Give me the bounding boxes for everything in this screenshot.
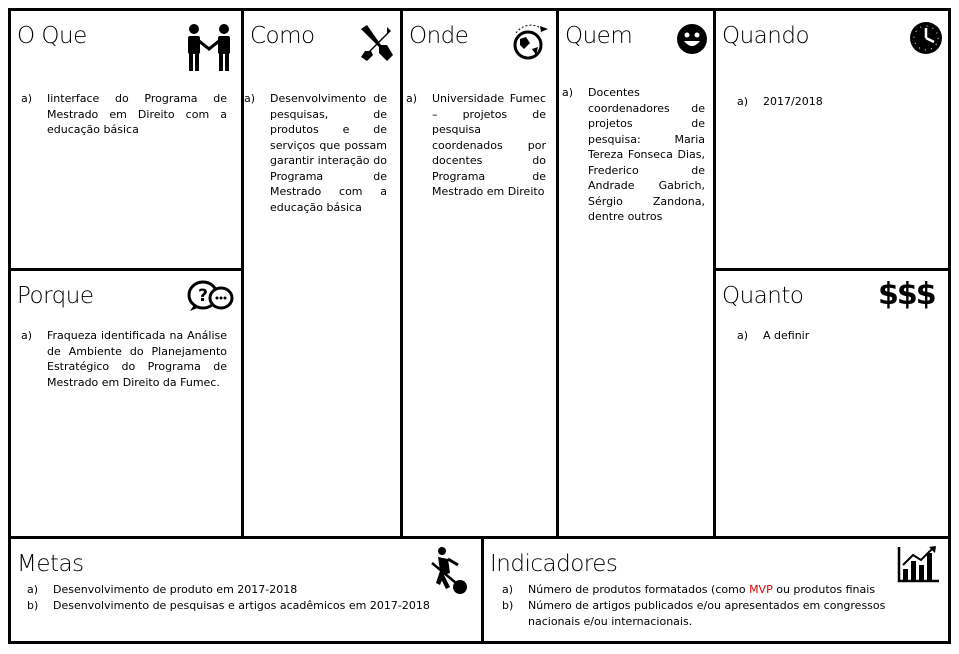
digging-person-icon (428, 545, 470, 595)
section-o-que (8, 8, 244, 271)
list-item (27, 582, 297, 598)
item-text: A definir (763, 329, 810, 342)
section-title: Quem (565, 23, 633, 49)
question-chat-icon (186, 279, 234, 313)
item-label: a) (21, 92, 33, 105)
item-label: a) (27, 583, 39, 596)
item-text: Número de produtos formatados (como (528, 583, 750, 596)
section-title: Porque (17, 283, 94, 309)
item-label: a) (737, 329, 749, 342)
mvp-highlight: MVP (749, 583, 773, 596)
item-label: a) (406, 92, 418, 105)
section-title: Onde (409, 23, 469, 49)
section-metas (8, 536, 484, 644)
item-label: a) (737, 95, 749, 108)
list-item (27, 598, 430, 614)
dollar-signs-icon: $$$ (878, 277, 935, 312)
section-porque (8, 268, 244, 539)
item-label: a) (502, 583, 514, 596)
item-text: 2017/2018 (763, 95, 823, 108)
item-text: Universidade Fumec – projetos de pesquisa coordenados por docentes do Programa de Mestrado em Direito (432, 92, 546, 198)
section-title: Quando (722, 23, 810, 49)
section-onde (400, 8, 559, 539)
item-text: Desenvolvimento de pesquisas e artigos acadêmicos em 2017-2018 (53, 599, 430, 612)
section-quanto (713, 268, 951, 539)
section-title: Como (250, 23, 315, 49)
section-title: Metas (17, 551, 84, 577)
svg-text:?: ? (198, 286, 208, 306)
item-text-after: ou produtos finais (772, 583, 876, 596)
handshake-icon (184, 23, 234, 71)
item-label: b) (502, 599, 514, 612)
section-quem (556, 8, 716, 539)
item-text: Fraqueza identificada na Análise de Ambiente do Planejamento Estratégico do Programa de Mestrado em Direito da Fumec. (47, 329, 227, 389)
section-como (241, 8, 403, 539)
globe-plane-icon (510, 23, 550, 63)
tools-icon (357, 23, 395, 63)
section-quando (713, 8, 951, 271)
section-indicadores (481, 536, 951, 644)
item-text: Desenvolvimento de pesquisas, de produtos e de serviços que possam garantir interação do Programa de Mestrado com a educação básica (270, 92, 387, 214)
item-text: Docentes coordenadores de projetos de pesquisa: Maria Tereza Fonseca Dias, Frederico de Andrade Gabrich, Sérgio Zandona, dentre outros (588, 86, 705, 223)
item-text: Desenvolvimento de produto em 2017-2018 (53, 583, 298, 596)
bar-chart-icon (897, 545, 941, 583)
item-label: a) (244, 92, 256, 105)
item-label: a) (21, 329, 33, 342)
section-title: Indicadores (490, 551, 618, 577)
section-title: Quanto (722, 283, 804, 309)
smiley-icon (676, 23, 708, 55)
section-title: O Que (17, 23, 87, 49)
item-label: b) (27, 599, 39, 612)
item-text: Iinterface do Programa de Mestrado em Direito com a educação básica (47, 92, 227, 136)
clock-icon (909, 21, 943, 55)
item-label: a) (562, 86, 574, 99)
list-item (502, 582, 875, 598)
item-text: Número de artigos publicados e/ou apresentados em congressos nacionais e/ou internacionais. (528, 599, 886, 628)
